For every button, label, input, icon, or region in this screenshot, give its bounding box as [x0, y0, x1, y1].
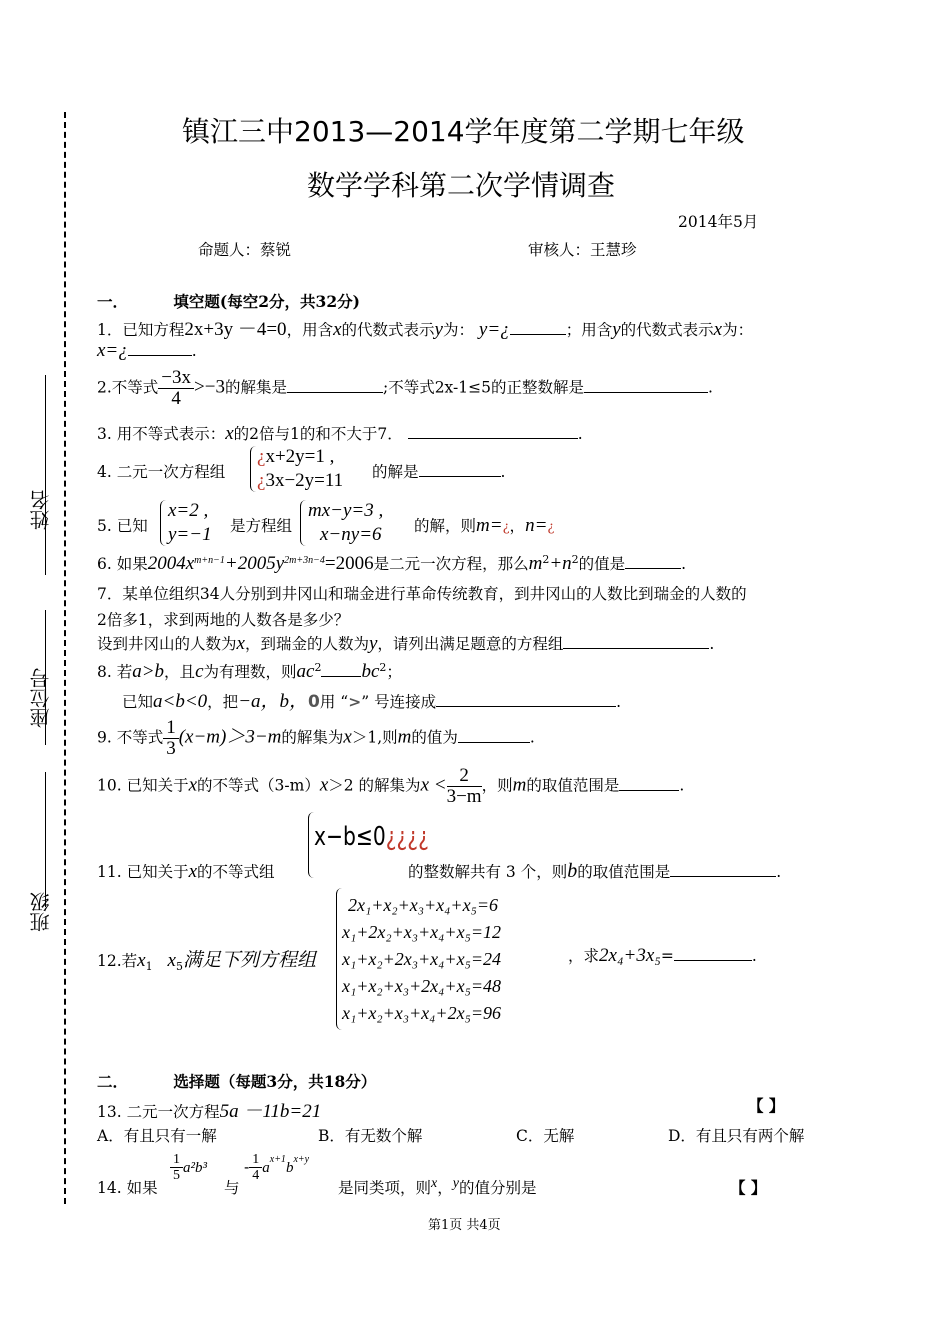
- answer-blank[interactable]: [128, 341, 192, 356]
- question-8-line2: 已知a<b<0，把−a，b，0用 “>” 号连接成 .: [122, 691, 622, 712]
- answer-blank[interactable]: [563, 634, 709, 649]
- question-5-mid: 是方程组: [230, 517, 293, 535]
- system-row: 2x₁+x₂+x₃+x₄+x₅=6: [348, 895, 498, 915]
- answer-blank[interactable]: [287, 378, 383, 393]
- answer-blank[interactable]: [408, 424, 578, 439]
- class-underline: [45, 772, 47, 907]
- equation-system: [342, 892, 501, 1027]
- fraction: $\frac{-3x}{4}$: [158, 368, 194, 409]
- question-8-line1: 8. 若a>b，且c为有理数，则$ac^2$ $bc^2$；: [97, 660, 402, 682]
- name-label: 姓名: [29, 490, 53, 530]
- question-14-label: 14. 如果: [97, 1179, 158, 1197]
- question-5-tail: 的解，则m=¿，n=¿: [414, 515, 555, 536]
- question-5-label: 5. 已知: [97, 517, 148, 535]
- system-row: x=2 ,: [168, 500, 209, 521]
- option-d[interactable]: D．有且只有两个解: [668, 1127, 805, 1145]
- system-row: x₁+x₂+x₃+2x₄+x₅=48: [342, 976, 501, 996]
- section2-title: 选择题（每题3分，共18分）: [173, 1072, 377, 1091]
- answer-blank[interactable]: [584, 378, 708, 393]
- answer-bracket[interactable]: 【 】: [730, 1178, 767, 1197]
- section2-number: 二．: [97, 1072, 129, 1091]
- option-c[interactable]: C．无解: [516, 1127, 575, 1145]
- system-row: ¿3x−2y=11: [257, 470, 344, 491]
- exam-date: 2014年5月: [678, 213, 759, 231]
- system-row: x₁+2x₂+x₃+x₄+x₅=12: [342, 922, 501, 942]
- question-4-label: 4. 二元一次方程组: [97, 463, 226, 481]
- answer-blank[interactable]: [510, 320, 566, 335]
- term-2: - $\frac{1}{4}$ $a^{x+1}b^{x+y}$: [244, 1152, 310, 1183]
- question-3: 3. 用不等式表示：x的2倍与1的和不大于7． .: [97, 423, 583, 444]
- section1-heading: [97, 290, 360, 312]
- seat-label: 座位号: [29, 668, 53, 728]
- option-b[interactable]: B．有无数个解: [318, 1127, 423, 1145]
- system-row: x₁+x₂+2x₃+x₄+x₅=24: [342, 949, 501, 969]
- section2-heading: [97, 1070, 376, 1092]
- question-1-line2: x=¿ .: [97, 340, 197, 361]
- binding-dashed-line: [64, 112, 66, 1204]
- system-row: x−ny=6: [320, 524, 382, 545]
- system-row: ¿x+2y=1 ,: [257, 446, 335, 467]
- question-7-line2: 2倍多1，求到两地的人数各是多少？: [97, 611, 350, 629]
- page-title: 镇江三中2013—2014学年度第二学期七年级: [182, 115, 745, 148]
- reviewer: 审核人：王慧珍: [528, 241, 637, 259]
- question-1: 1．已知方程2x+3y －4=0，用含x的代数式表示y为： y=¿ ；用含y的代数式表示x为：: [97, 319, 754, 340]
- answer-blank[interactable]: [436, 692, 616, 707]
- answer-blank[interactable]: [670, 862, 776, 877]
- question-6: 6. 如果$2004x^{m+n-1}+2005y^{2m+3n-4}=2006$是二元一次方程，那么$m^2+n^2$的值是 .: [97, 552, 687, 574]
- question-7-line1: 7．某单位组织34人分别到井冈山和瑞金进行革命传统教育，到井冈山的人数比到瑞金的人数的: [97, 585, 747, 603]
- question-2: 2.不等式 $\frac{-3x}{4}$ >−3的解集是 ;不等式2x-1≤5的正整数解是 .: [97, 367, 713, 409]
- system-brace: [300, 500, 307, 546]
- page-footer: 第1页 共4页: [428, 1218, 501, 1233]
- question-14-tail: 是同类项，则$^x$，$^y$的值分别是: [338, 1176, 537, 1198]
- question-4-tail: 的解是 .: [372, 463, 506, 481]
- answer-blank[interactable]: [674, 946, 752, 961]
- question-13: 13. 二元一次方程5a －11b=21: [97, 1101, 322, 1122]
- question-12-label: 12.若$x_1$ $x_5$满足下列方程组: [97, 950, 316, 974]
- page-subtitle: 数学学科第二次学情调查: [307, 169, 616, 202]
- answer-blank[interactable]: [625, 554, 681, 569]
- name-underline: [45, 375, 47, 575]
- question-12-tail: ，求2x₄+3x₅= .: [568, 945, 757, 966]
- term-1: $\frac{1}{5}$ a²b³: [170, 1152, 207, 1183]
- system-row: y=−1: [168, 524, 212, 545]
- class-label: 班级: [29, 892, 53, 932]
- system-brace: [250, 446, 257, 492]
- question-9: 9. 不等式 $\frac{1}{3}$ (x−m)＞3−m的解集为x＞1,则m的值为 .: [97, 717, 535, 759]
- system-row: x−b≤0¿¿¿¿: [314, 822, 429, 852]
- question-10: 10. 已知关于x的不等式（3-m）x＞2 的解集为x < $\frac{2}{3-m}$ ，则m的取值范围是 .: [97, 765, 685, 807]
- question-11-label: 11. 已知关于x的不等式组: [97, 861, 275, 882]
- section1-title: 填空题(每空2分，共32分): [173, 292, 360, 311]
- answer-blank[interactable]: [321, 662, 361, 677]
- answer-bracket[interactable]: 【 】: [748, 1096, 785, 1115]
- option-a[interactable]: A．有且只有一解: [97, 1127, 217, 1145]
- author: 命题人：蔡锐: [198, 241, 292, 259]
- system-brace: [160, 500, 167, 546]
- answer-blank[interactable]: [419, 462, 501, 477]
- system-row: x₁+x₂+x₃+x₄+2x₅=96: [342, 1003, 501, 1023]
- question-7-line3: 设到井冈山的人数为x，到瑞金的人数为y，请列出满足题意的方程组 .: [97, 633, 715, 654]
- answer-blank[interactable]: [619, 776, 679, 791]
- question-14-with: 与: [224, 1179, 240, 1197]
- system-row: mx−y=3 ,: [308, 500, 384, 521]
- answer-blank[interactable]: [458, 728, 530, 743]
- section1-number: 一．: [97, 292, 129, 311]
- question-11-tail: 的整数解共有 3 个，则b的取值范围是 .: [408, 860, 782, 882]
